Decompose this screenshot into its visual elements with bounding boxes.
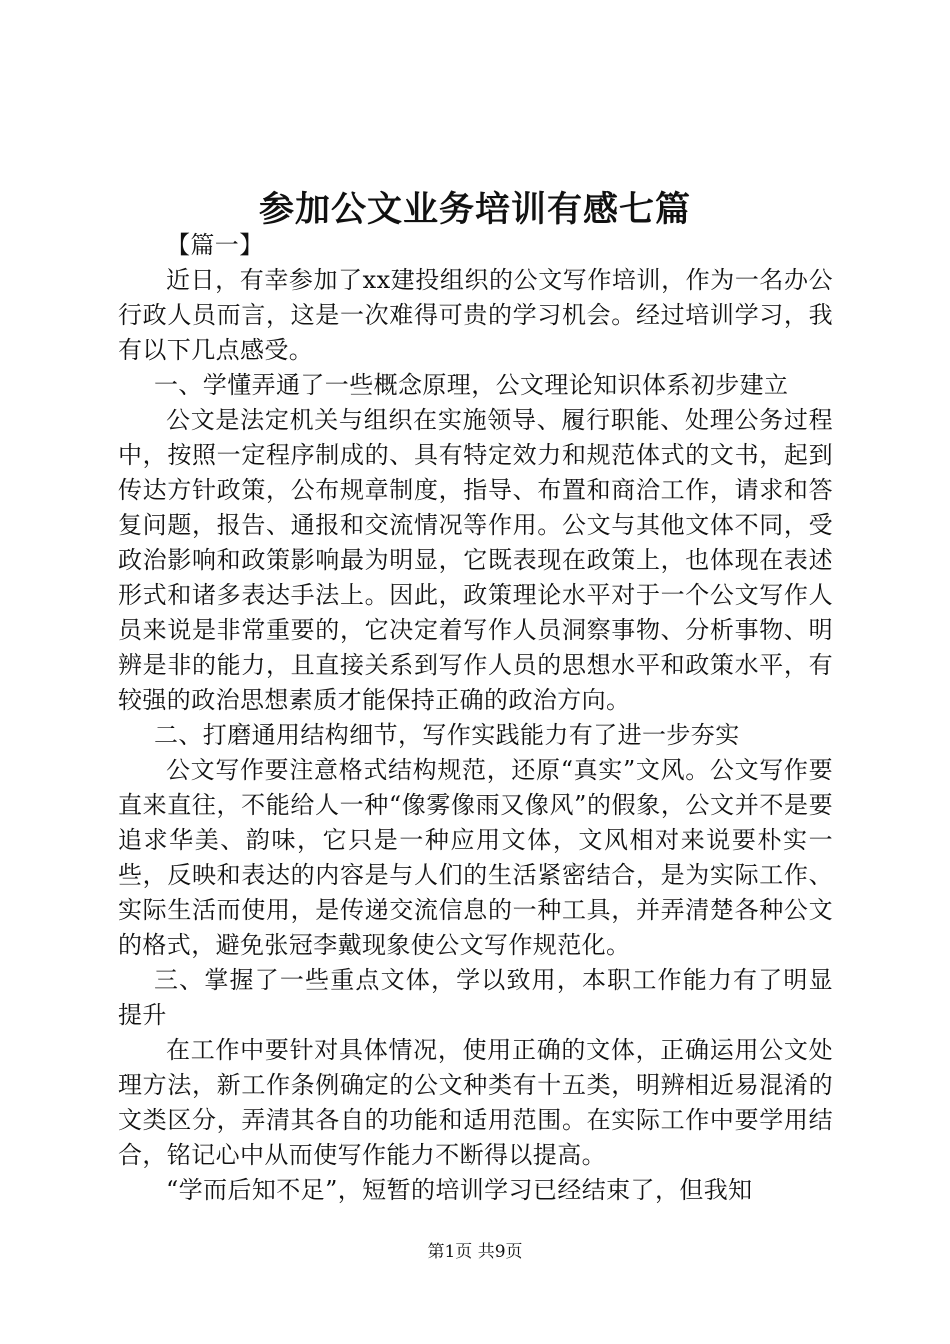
- paragraph: “学而后知不足”，短暂的培训学习已经结束了，但我知: [166, 1176, 753, 1204]
- paragraph: 公文写作要注意格式结构规范，还原“真实”文风。公文写作要直来直往，不能给人一种“像雾像雨又像风”的假象，公文并不是要追求华美、韵味，它只是一种应用文体，文风相对来说要朴实一些，反映和表达的内容是与人们的生活紧密结合，是为实际工作、实际生活而使用，是传递交流信息的一种工具，并弄清楚各种公文的格式，避免张冠李戴现象使公文写作规范化。: [118, 756, 833, 959]
- paragraph: 在工作中要针对具体情况，使用正确的文体，正确运用公文处理方法，新工作条例确定的公文种类有十五类，明辨相近易混淆的文类区分，弄清其各自的功能和适用范围。在实际工作中要学用结合，铭记心中从而使写作能力不断得以提高。: [118, 1036, 833, 1169]
- page-number: 第1页 共9页: [427, 1242, 523, 1262]
- chapter-marker: 【篇一】: [166, 231, 264, 259]
- section-heading: 三、掌握了一些重点文体，学以致用，本职工作能力有了明显提升: [118, 966, 833, 1029]
- paragraph: 近日，有幸参加了xx建投组织的公文写作培训，作为一名办公行政人员而言，这是一次难得可贵的学习机会。经过培训学习，我有以下几点感受。: [118, 266, 833, 364]
- page-title: 参加公文业务培训有感七篇: [258, 189, 691, 230]
- document-body: [118, 228, 833, 1208]
- section-heading: 二、打磨通用结构细节，写作实践能力有了进一步夯实: [154, 721, 740, 749]
- paragraph: 公文是法定机关与组织在实施领导、履行职能、处理公务过程中，按照一定程序制成的、具有特定效力和规范体式的文书，起到传达方针政策，公布规章制度，指导、布置和商洽工作，请求和答复问题，报告、通报和交流情况等作用。公文与其他文体不同，受政治影响和政策影响最为明显，它既表现在政策上，也体现在表述形式和诸多表达手法上。因此，政策理论水平对于一个公文写作人员来说是非常重要的，它决定着写作人员洞察事物、分析事物、明辨是非的能力，且直接关系到写作人员的思想水平和政策水平，有较强的政治思想素质才能保持正确的政治方向。: [118, 406, 833, 714]
- section-heading: 一、学懂弄通了一些概念原理，公文理论知识体系初步建立: [154, 371, 789, 399]
